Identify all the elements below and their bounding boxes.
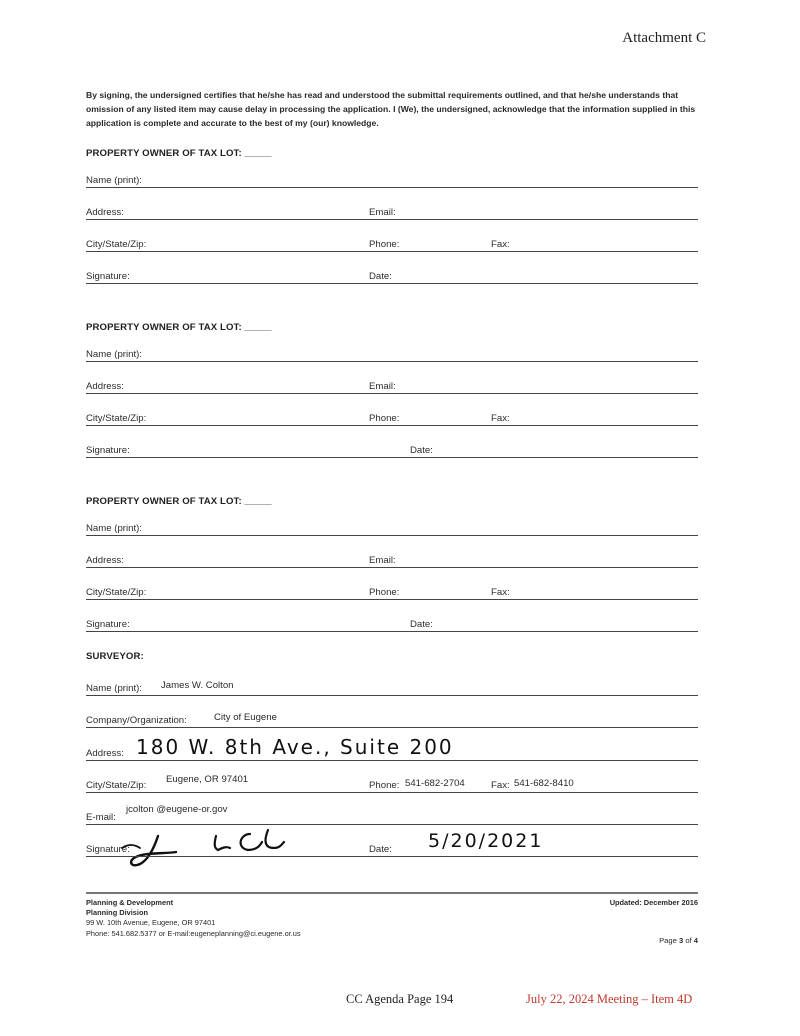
owner-1-phone-label: Phone: [369, 239, 400, 250]
owner-2-address-label: Address: [86, 381, 124, 392]
owner-1-signature-label: Signature: [86, 271, 130, 282]
owner-3-signature-label: Signature: [86, 619, 130, 630]
owner-3-address-line[interactable] [86, 567, 698, 568]
owner-1-name-line[interactable] [86, 187, 698, 188]
owner-3-phone-label: Phone: [369, 587, 400, 598]
owner-3-city-line[interactable] [86, 599, 698, 600]
page-number: Page 3 of 4 [659, 936, 698, 945]
footer-contact-block [86, 898, 301, 939]
surveyor-fax-label: Fax: [491, 780, 510, 791]
surveyor-city-line [86, 792, 698, 793]
owner-2-fax-label: Fax: [491, 413, 510, 424]
owner-3-title: PROPERTY OWNER OF TAX LOT: _____ [86, 496, 272, 507]
owner-3-fax-label: Fax: [491, 587, 510, 598]
owner-2-phone-label: Phone: [369, 413, 400, 424]
owner-3-name-line[interactable] [86, 535, 698, 536]
surveyor-fax-value[interactable]: 541-682-8410 [514, 778, 574, 789]
owner-1-fax-label: Fax: [491, 239, 510, 250]
footer-division: Planning Division [86, 908, 149, 918]
footer-divider [86, 892, 698, 894]
surveyor-company-label: Company/Organization: [86, 715, 187, 726]
owner-2-email-label: Email: [369, 381, 396, 392]
footer-dept: Planning & Development [86, 898, 174, 907]
surveyor-company-line [86, 727, 698, 728]
page-current: 3 [678, 936, 684, 945]
surveyor-date-label: Date: [369, 844, 392, 855]
certification-text: By signing, the undersigned certifies that he/she has read and understood the submittal requirements outlined, and that he/she understands that omission of any listed item may cause delay in processing the application. I (We), the undersigned, acknowledge that the information supplied in this application is complete and accurate to the best of my (our) knowledge. [86, 90, 696, 128]
surveyor-email-line [86, 824, 698, 825]
owner-2-signature-label: Signature: [86, 445, 130, 456]
owner-3-address-label: Address: [86, 555, 124, 566]
owner-2-city-label: City/State/Zip: [86, 413, 147, 424]
surveyor-date-value[interactable]: 5/20/2021 [428, 830, 544, 852]
surveyor-signature-label: Signature: [86, 844, 130, 855]
owner-3-date-label: Date: [410, 619, 433, 630]
meeting-item: July 22, 2024 Meeting – Item 4D [526, 992, 693, 1006]
footer-address: 99 W. 10th Avenue, Eugene, OR 97401 [86, 918, 216, 928]
owner-1-title: PROPERTY OWNER OF TAX LOT: _____ [86, 148, 272, 159]
attachment-label: Attachment C [622, 30, 706, 46]
owner-2-name-label: Name (print): [86, 349, 142, 360]
agenda-page: CC Agenda Page 194 [346, 992, 454, 1006]
surveyor-email-label: E-mail: [86, 812, 116, 823]
surveyor-phone-value[interactable]: 541-682-2704 [405, 778, 465, 789]
surveyor-phone-label: Phone: [369, 780, 400, 791]
surveyor-company-value[interactable]: City of Eugene [214, 712, 277, 723]
owner-2-title: PROPERTY OWNER OF TAX LOT: _____ [86, 322, 272, 333]
footer-updated: Updated: December 2016 [609, 898, 698, 907]
owner-2-address-line[interactable] [86, 393, 698, 394]
owner-3-signature-line[interactable] [86, 631, 698, 632]
owner-3-city-label: City/State/Zip: [86, 587, 147, 598]
owner-2-signature-line[interactable] [86, 457, 698, 458]
owner-1-address-line[interactable] [86, 219, 698, 220]
surveyor-signature-line [86, 856, 698, 857]
owner-1-name-label: Name (print): [86, 175, 142, 186]
footer-contact: Phone: 541.682.5377 or E-mail:eugeneplanning@ci.eugene.or.us [86, 928, 301, 938]
owner-1-city-line[interactable] [86, 251, 698, 252]
owner-1-address-label: Address: [86, 207, 124, 218]
surveyor-name-line [86, 695, 698, 696]
owner-1-city-label: City/State/Zip: [86, 239, 147, 250]
surveyor-name-label: Name (print): [86, 683, 142, 694]
surveyor-address-line [86, 760, 698, 761]
owner-2-city-line[interactable] [86, 425, 698, 426]
surveyor-city-label: City/State/Zip: [86, 780, 147, 791]
owner-1-email-label: Email: [369, 207, 396, 218]
surveyor-address-label: Address: [86, 748, 124, 759]
owner-2-date-label: Date: [410, 445, 433, 456]
surveyor-address-value[interactable]: 180 W. 8th Ave., Suite 200 [136, 735, 454, 759]
owner-1-date-label: Date: [369, 271, 392, 282]
owner-2-name-line[interactable] [86, 361, 698, 362]
owner-3-name-label: Name (print): [86, 523, 142, 534]
owner-1-signature-line[interactable] [86, 283, 698, 284]
page-total: 4 [693, 936, 698, 945]
surveyor-signature-image [118, 826, 288, 874]
owner-3-email-label: Email: [369, 555, 396, 566]
surveyor-name-value[interactable]: James W. Colton [161, 680, 234, 691]
surveyor-title: SURVEYOR: [86, 651, 144, 662]
surveyor-email-value[interactable]: jcolton @eugene-or.gov [126, 804, 228, 815]
surveyor-city-value[interactable]: Eugene, OR 97401 [166, 774, 249, 785]
